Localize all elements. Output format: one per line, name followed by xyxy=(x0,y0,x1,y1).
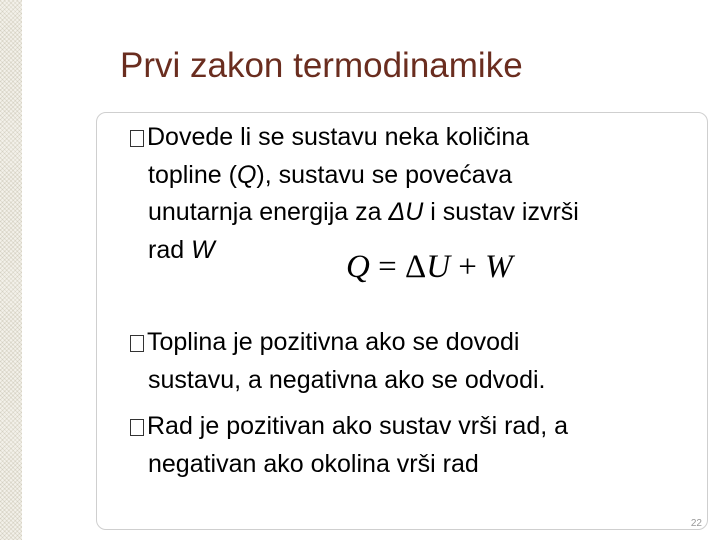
bullet-box-icon xyxy=(130,419,144,436)
bullet-text-line: Toplina je pozitivna ako se dovodi xyxy=(147,328,520,356)
bullet-text-line: topline ( xyxy=(148,160,237,189)
formula-equals-delta: = Δ xyxy=(369,249,427,285)
slide-title: Prvi zakon termodinamike xyxy=(120,46,523,85)
variable-w: W xyxy=(191,235,215,264)
bullet-text-line: Dovede li se sustavu neka količina xyxy=(147,123,530,151)
bullet-text-line: sustavu, a negativna ako se odvodi. xyxy=(148,365,546,394)
bullet-text-line: unutarnja energija za xyxy=(148,198,389,226)
bullet-text-line: i sustav izvrši xyxy=(423,198,579,226)
variable-q: Q xyxy=(236,160,257,189)
formula-plus: + xyxy=(450,249,486,285)
bullet-text-line: Rad je pozitivan ako sustav vrši rad, a xyxy=(147,412,569,440)
bullet-item-heat-added xyxy=(130,119,705,269)
bullet-text-line: ), sustavu se povećava xyxy=(256,160,513,189)
formula-u: U xyxy=(426,249,451,285)
bullet-text-line: rad xyxy=(148,235,192,264)
variable-delta-u: ΔU xyxy=(388,198,424,226)
bullet-box-icon xyxy=(130,335,144,352)
bullet-item-heat-sign xyxy=(130,324,705,399)
decorative-side-pattern xyxy=(0,0,22,540)
first-law-formula xyxy=(346,249,513,286)
bullet-text-line: negativan ako okolina vrši rad xyxy=(148,449,479,478)
bullet-item-work-sign xyxy=(130,408,705,483)
bullet-box-icon xyxy=(130,130,144,147)
formula-w: W xyxy=(485,249,513,285)
page-number: 22 xyxy=(690,518,702,529)
formula-q: Q xyxy=(346,249,370,285)
